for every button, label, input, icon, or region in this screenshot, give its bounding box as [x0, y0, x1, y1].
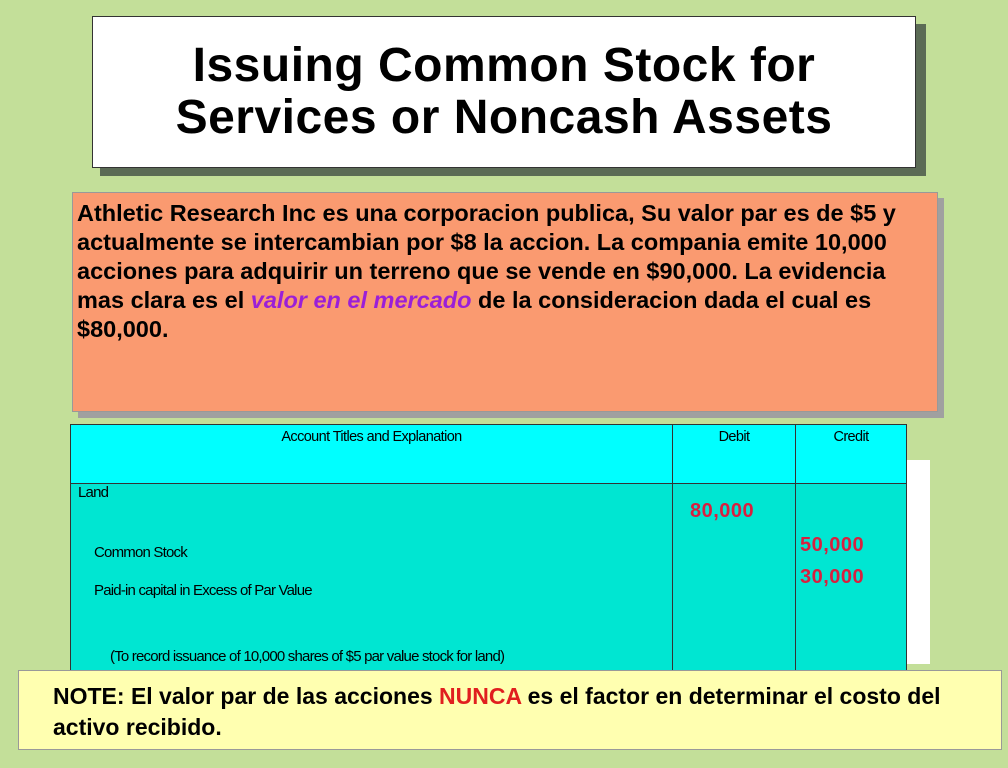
info-text-after: de la consideracion dada el cual es $80,000.	[77, 287, 872, 342]
header-account-titles: Account Titles and Explanation	[71, 425, 673, 484]
entry-land: Land	[78, 484, 109, 501]
debit-amount-land: 80,000	[690, 500, 755, 522]
info-highlight: valor en el mercado	[250, 287, 472, 313]
account-cell	[71, 484, 673, 675]
slide-title-line-1: Issuing Common Stock for	[192, 39, 816, 92]
info-text-before: Athletic Research Inc es una corporacion publica, Su valor par es de $5 y actualmente se intercambian por $8 la accion. La compania emite 10,000 acciones para adquirir un terreno que se vende en $90,000. La evidencia mas clara es el	[77, 200, 896, 313]
info-paragraph-box	[72, 192, 938, 412]
header-credit: Credit	[796, 425, 907, 484]
table-header-row	[71, 425, 907, 484]
table-body-row	[71, 484, 907, 675]
note-prefix: NOTE: El valor par de las acciones	[53, 683, 440, 709]
journal-entry-table	[70, 424, 907, 675]
entry-paid-in-capital: Paid-in capital in Excess of Par Value	[94, 582, 312, 599]
note-emphasis: NUNCA	[439, 683, 522, 709]
credit-amount-paid-in: 30,000	[800, 566, 865, 588]
entry-common-stock: Common Stock	[94, 544, 187, 561]
header-debit: Debit	[673, 425, 796, 484]
slide-title-line-2: Services or Noncash Assets	[175, 91, 833, 144]
note-box	[18, 670, 1002, 750]
title-box	[92, 16, 916, 168]
entry-explanation: (To record issuance of 10,000 shares of $5 par value stock for land)	[110, 648, 505, 665]
note-suffix: es el factor en determinar el costo del activo recibido.	[53, 683, 941, 740]
credit-amount-common-stock: 50,000	[800, 534, 865, 556]
